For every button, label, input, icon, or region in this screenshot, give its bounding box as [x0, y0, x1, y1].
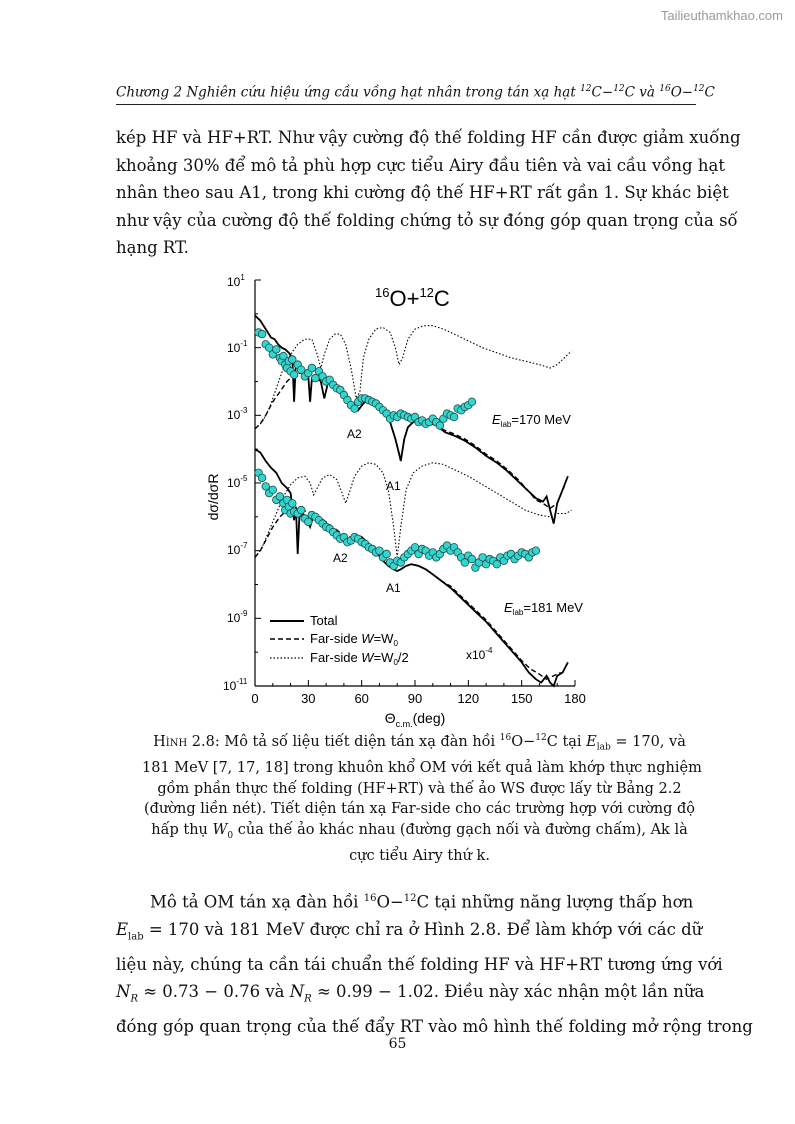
data-point-170 [468, 398, 476, 406]
x-tick-label: 150 [510, 691, 533, 706]
data-point-181 [383, 550, 391, 558]
data-point-170 [290, 371, 298, 379]
y-tick-label: $10^{-11}$ [223, 677, 248, 693]
y-tick-label: $10^{-3}$ [227, 406, 248, 422]
x-tick-labels [251, 691, 585, 706]
legend-label-farside-w0: Far-side $W=W_0$ [310, 631, 398, 648]
data-point-170 [273, 346, 281, 354]
y-tick-label: $10^1$ [227, 273, 245, 289]
x-tick-label: 90 [407, 691, 423, 706]
annotation-scale-factor: $x10^{-4}$ [466, 646, 493, 662]
data-point-181 [468, 555, 476, 563]
legend [270, 613, 409, 667]
paragraph-2-line: $E_{lab} = 170$ và 181 MeV được chỉ ra ở Hình 2.8. Để làm khớp với các dữ [116, 920, 703, 943]
paragraph-1-line: nhân theo sau A1, trong khi cường độ thế HF+RT rất gần 1. Sự khác biệt [116, 183, 729, 202]
caption-line: 181 MeV [7, 17, 18] trong khuôn khổ OM với kết quả làm khớp thực nghiệm [142, 760, 702, 777]
caption-line: Hình 2.8: Mô tả số liệu tiết diện tán xạ đàn hồi $^{16}$O−$^{12}$C tại $E_{lab} = 170$, và [153, 733, 686, 753]
paragraph-1-line: khoảng 30% để mô tả phù hợp cực tiểu Airy đầu tiên và vai cầu vồng hạt [116, 155, 725, 175]
annotation-a1-lower: A1 [386, 581, 401, 595]
data-point-170 [258, 330, 266, 338]
y-tick-label: $10^{-1}$ [227, 339, 248, 355]
data-point-170 [351, 405, 359, 413]
annotation-energy-181: $E_{lab}=181$ MeV [504, 600, 583, 617]
x-axis-label: $\Theta_{c.m.}(deg)$ [384, 710, 446, 727]
paragraph-1-line: như vậy của cường độ thế folding chứng tỏ sự đóng góp quan trọng của số [116, 210, 738, 230]
chart-title: $^{16}$O+$^{12}$C [375, 285, 450, 311]
paragraph-2-line: Mô tả OM tán xạ đàn hồi $^{16}$O−$^{12}$C tại những năng lượng thấp hơn [150, 892, 694, 912]
data-point-181 [289, 500, 297, 508]
y-tick-label: $10^{-9}$ [227, 609, 248, 625]
annotation-a2-upper: A2 [347, 427, 362, 441]
running-head: Chương 2 Nghiên cứu hiệu ứng cầu vồng hạt nhân trong tán xạ hạt $^{12}$C−$^{12}$C và $^{16}$O−$^{12}$C [116, 84, 696, 105]
data-point-181 [276, 493, 284, 501]
paragraph-2-line: $N_R \approx 0.73 - 0.76$ và $N_R \approx 0.99 - 1.02$. Điều này xác nhận một lần nữa [116, 982, 705, 1005]
data-point-181 [258, 474, 266, 482]
caption-line: hấp thụ $W_0$ của thế ảo khác nhau (đường gạch nối và đường chấm), Ak là [151, 821, 688, 841]
legend-label-farside-w0-half: Far-side $W=W_0/2$ [310, 650, 409, 667]
annotation-energy-170: $E_{lab}=170$ MeV [492, 412, 571, 429]
watermark: Tailieuthamkhao.com [660, 8, 783, 23]
figure-2-8-chart [190, 272, 610, 727]
data-point-170 [312, 374, 320, 382]
data-point-170 [308, 364, 316, 372]
y-axis-label: dσ/dσR [205, 473, 221, 521]
paragraph-1-line: kép HF và HF+RT. Như vậy cường độ thế folding HF cần được giảm xuống [116, 128, 741, 147]
paragraph-1 [116, 124, 741, 262]
x-tick-label: 0 [251, 691, 259, 706]
x-tick-label: 60 [354, 691, 369, 706]
data-point-181 [305, 518, 313, 526]
paragraph-1-line: hạng RT. [116, 238, 189, 257]
y-tick-label: $10^{-5}$ [227, 474, 248, 490]
page-number: 65 [388, 1036, 407, 1052]
annotation-a2-lower: A2 [333, 551, 348, 565]
caption-line: gồm phần thực thế folding (HF+RT) và thế ảo WS được lấy từ Bảng 2.2 [157, 780, 682, 797]
data-point-181 [479, 554, 487, 562]
paragraph-2-line: liệu này, chúng ta cần tái chuẩn thế folding HF và HF+RT tương ứng với [116, 954, 723, 974]
x-tick-label: 120 [457, 691, 480, 706]
data-point-170 [436, 422, 444, 430]
data-point-181 [461, 559, 469, 567]
x-tick-label: 30 [301, 691, 316, 706]
paragraph-2 [116, 885, 753, 1041]
legend-label-total: Total [310, 613, 338, 628]
y-tick-label: $10^{-7}$ [227, 541, 248, 557]
figure-caption [142, 728, 702, 867]
caption-line: cực tiểu Airy thứ k. [349, 848, 490, 865]
data-point-181 [297, 506, 305, 514]
x-tick-label: 180 [564, 691, 586, 706]
y-tick-labels [223, 273, 248, 693]
annotation-a1-upper: A1 [386, 479, 401, 493]
paragraph-2-line: đóng góp quan trọng của thế đẩy RT vào mô hình thế folding mở rộng trong [116, 1017, 753, 1037]
data-point-181 [532, 547, 540, 555]
series-line [255, 373, 564, 508]
caption-line: (đường liền nét). Tiết diện tán xạ Far-side cho các trường hợp với cường độ [144, 801, 695, 818]
data-point-170 [450, 413, 458, 421]
data-point-181 [269, 486, 277, 494]
data-point-181 [493, 560, 501, 568]
